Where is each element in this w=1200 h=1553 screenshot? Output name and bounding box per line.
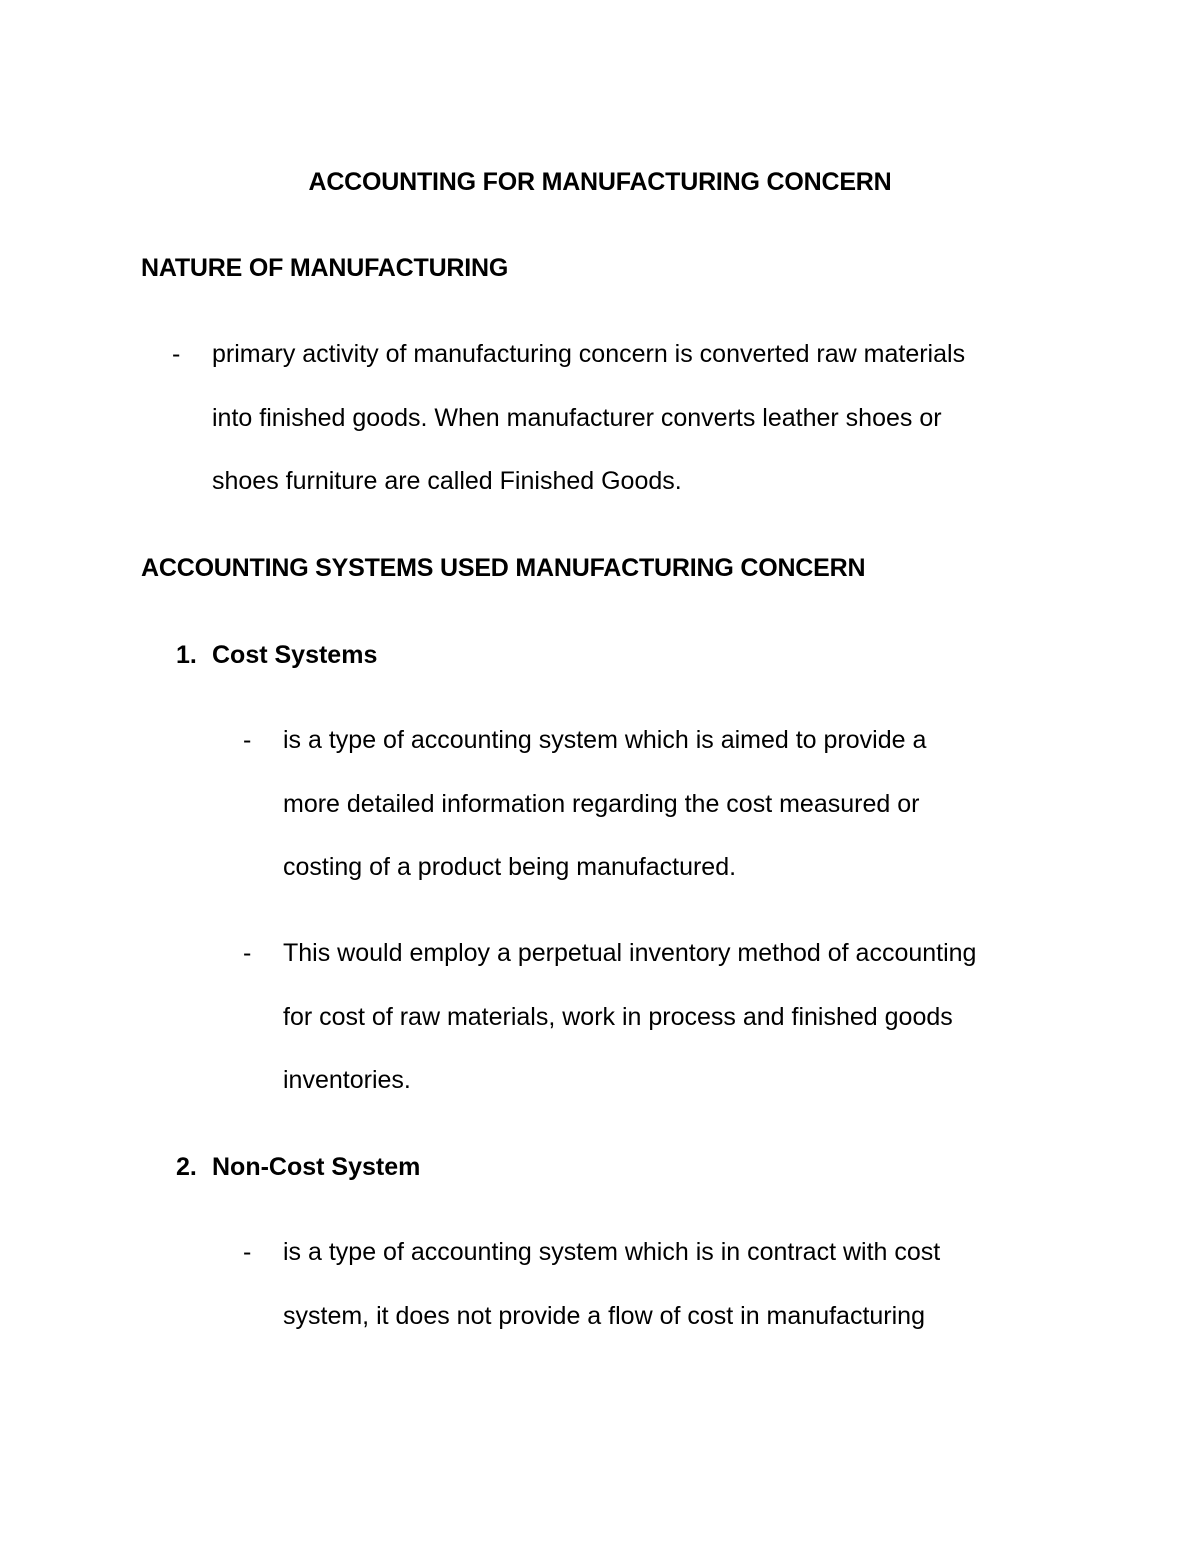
text-line: inventories. [283,1066,411,1094]
section-heading-nature: NATURE OF MANUFACTURING [141,254,509,282]
section-heading-accounting-systems: ACCOUNTING SYSTEMS USED MANUFACTURING CONCERN [141,554,866,582]
bullet-text [283,1221,1023,1348]
bullet-marker: - [243,1238,252,1266]
list-number: 1. [176,641,197,669]
text-line: is a type of accounting system which is aimed to provide a [283,726,927,754]
text-line: system, it does not provide a flow of cost in manufacturing [283,1301,925,1330]
numbered-heading-cost-systems [176,635,377,675]
bullet-marker: - [172,340,181,368]
text-line: for cost of raw materials, work in process and finished goods [283,1002,953,1031]
list-label: Cost Systems [212,641,378,669]
bullet-text [212,323,1042,514]
bullet-text [283,922,1063,1113]
list-number: 2. [176,1153,197,1181]
document-title: ACCOUNTING FOR MANUFACTURING CONCERN [308,168,892,196]
list-label: Non-Cost System [212,1153,421,1181]
bullet-marker: - [243,726,252,754]
bullet-text [283,709,1013,900]
text-line: This would employ a perpetual inventory method of accounting [283,939,977,967]
text-line: primary activity of manufacturing concern is converted raw materials [212,340,966,368]
text-line: is a type of accounting system which is in contract with cost [283,1238,941,1266]
bullet-marker: - [243,939,252,967]
text-line: more detailed information regarding the cost measured or [283,789,920,818]
numbered-heading-non-cost-system [176,1147,420,1187]
text-line: shoes furniture are called Finished Goods. [212,467,682,495]
text-line: into finished goods. When manufacturer converts leather shoes or [212,403,942,432]
text-line: costing of a product being manufactured. [283,853,737,881]
